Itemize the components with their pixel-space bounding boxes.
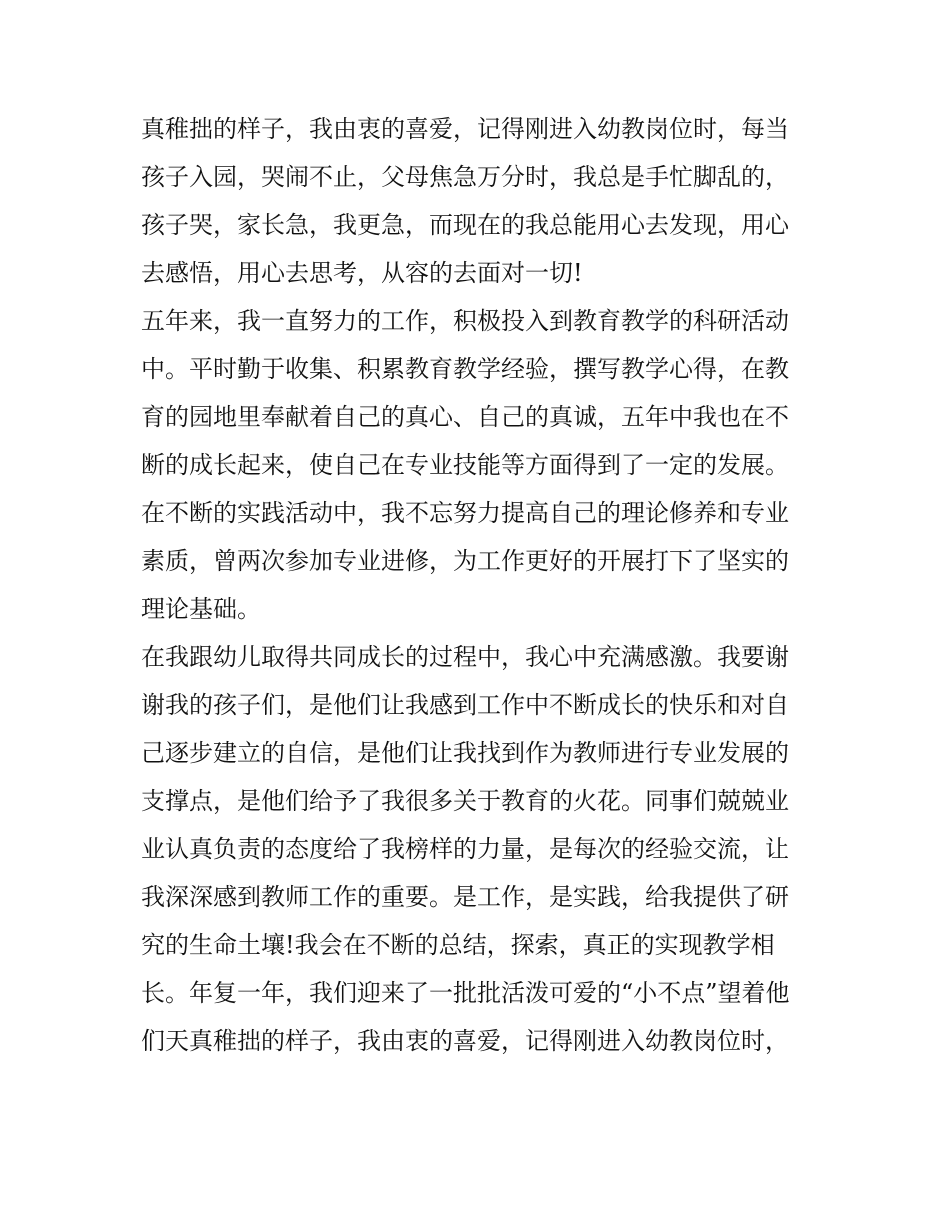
text-line: 孩子入园，哭闹不止，父母焦急万分时，我总是手忙脚乱的， bbox=[141, 163, 789, 191]
text-line: 育的园地里奉献着自己的真心、自己的真诚，五年中我也在不 bbox=[141, 403, 789, 431]
text-line: 谢我的孩子们，是他们让我感到工作中不断成长的快乐和对自 bbox=[141, 691, 789, 719]
text-line: 们天真稚拙的样子，我由衷的喜爱，记得刚进入幼教岗位时， bbox=[141, 1027, 789, 1055]
text-line: 理论基础。 bbox=[141, 595, 261, 623]
text-line: 真稚拙的样子，我由衷的喜爱，记得刚进入幼教岗位时，每当 bbox=[141, 115, 789, 143]
body-text bbox=[141, 105, 821, 1065]
text-line: 素质，曾两次参加专业进修，为工作更好的开展打下了坚实的 bbox=[141, 547, 789, 575]
text-line: 中。平时勤于收集、积累教育教学经验，撰写教学心得，在教 bbox=[141, 355, 789, 383]
text-line: 五年来，我一直努力的工作，积极投入到教育教学的科研活动 bbox=[141, 307, 789, 335]
text-line: 在我跟幼儿取得共同成长的过程中，我心中充满感激。我要谢 bbox=[141, 643, 789, 671]
text-line: 去感悟，用心去思考，从容的去面对一切! bbox=[141, 259, 583, 287]
text-line: 孩子哭，家长急，我更急，而现在的我总能用心去发现，用心 bbox=[141, 211, 789, 239]
text-line: 己逐步建立的自信，是他们让我找到作为教师进行专业发展的 bbox=[141, 739, 789, 767]
text-line: 究的生命土壤!我会在不断的总结，探索，真正的实现教学相 bbox=[141, 931, 775, 959]
text-line: 断的成长起来，使自己在专业技能等方面得到了一定的发展。 bbox=[141, 451, 789, 479]
text-line: 业认真负责的态度给了我榜样的力量，是每次的经验交流，让 bbox=[141, 835, 789, 863]
text-line: 支撑点，是他们给予了我很多关于教育的火花。同事们兢兢业 bbox=[141, 787, 789, 815]
text-line: 在不断的实践活动中，我不忘努力提高自己的理论修养和专业 bbox=[141, 499, 789, 527]
text-line: 长。年复一年，我们迎来了一批批活泼可爱的“小不点”望着他 bbox=[141, 979, 790, 1007]
text-line: 我深深感到教师工作的重要。是工作，是实践，给我提供了研 bbox=[141, 883, 789, 911]
